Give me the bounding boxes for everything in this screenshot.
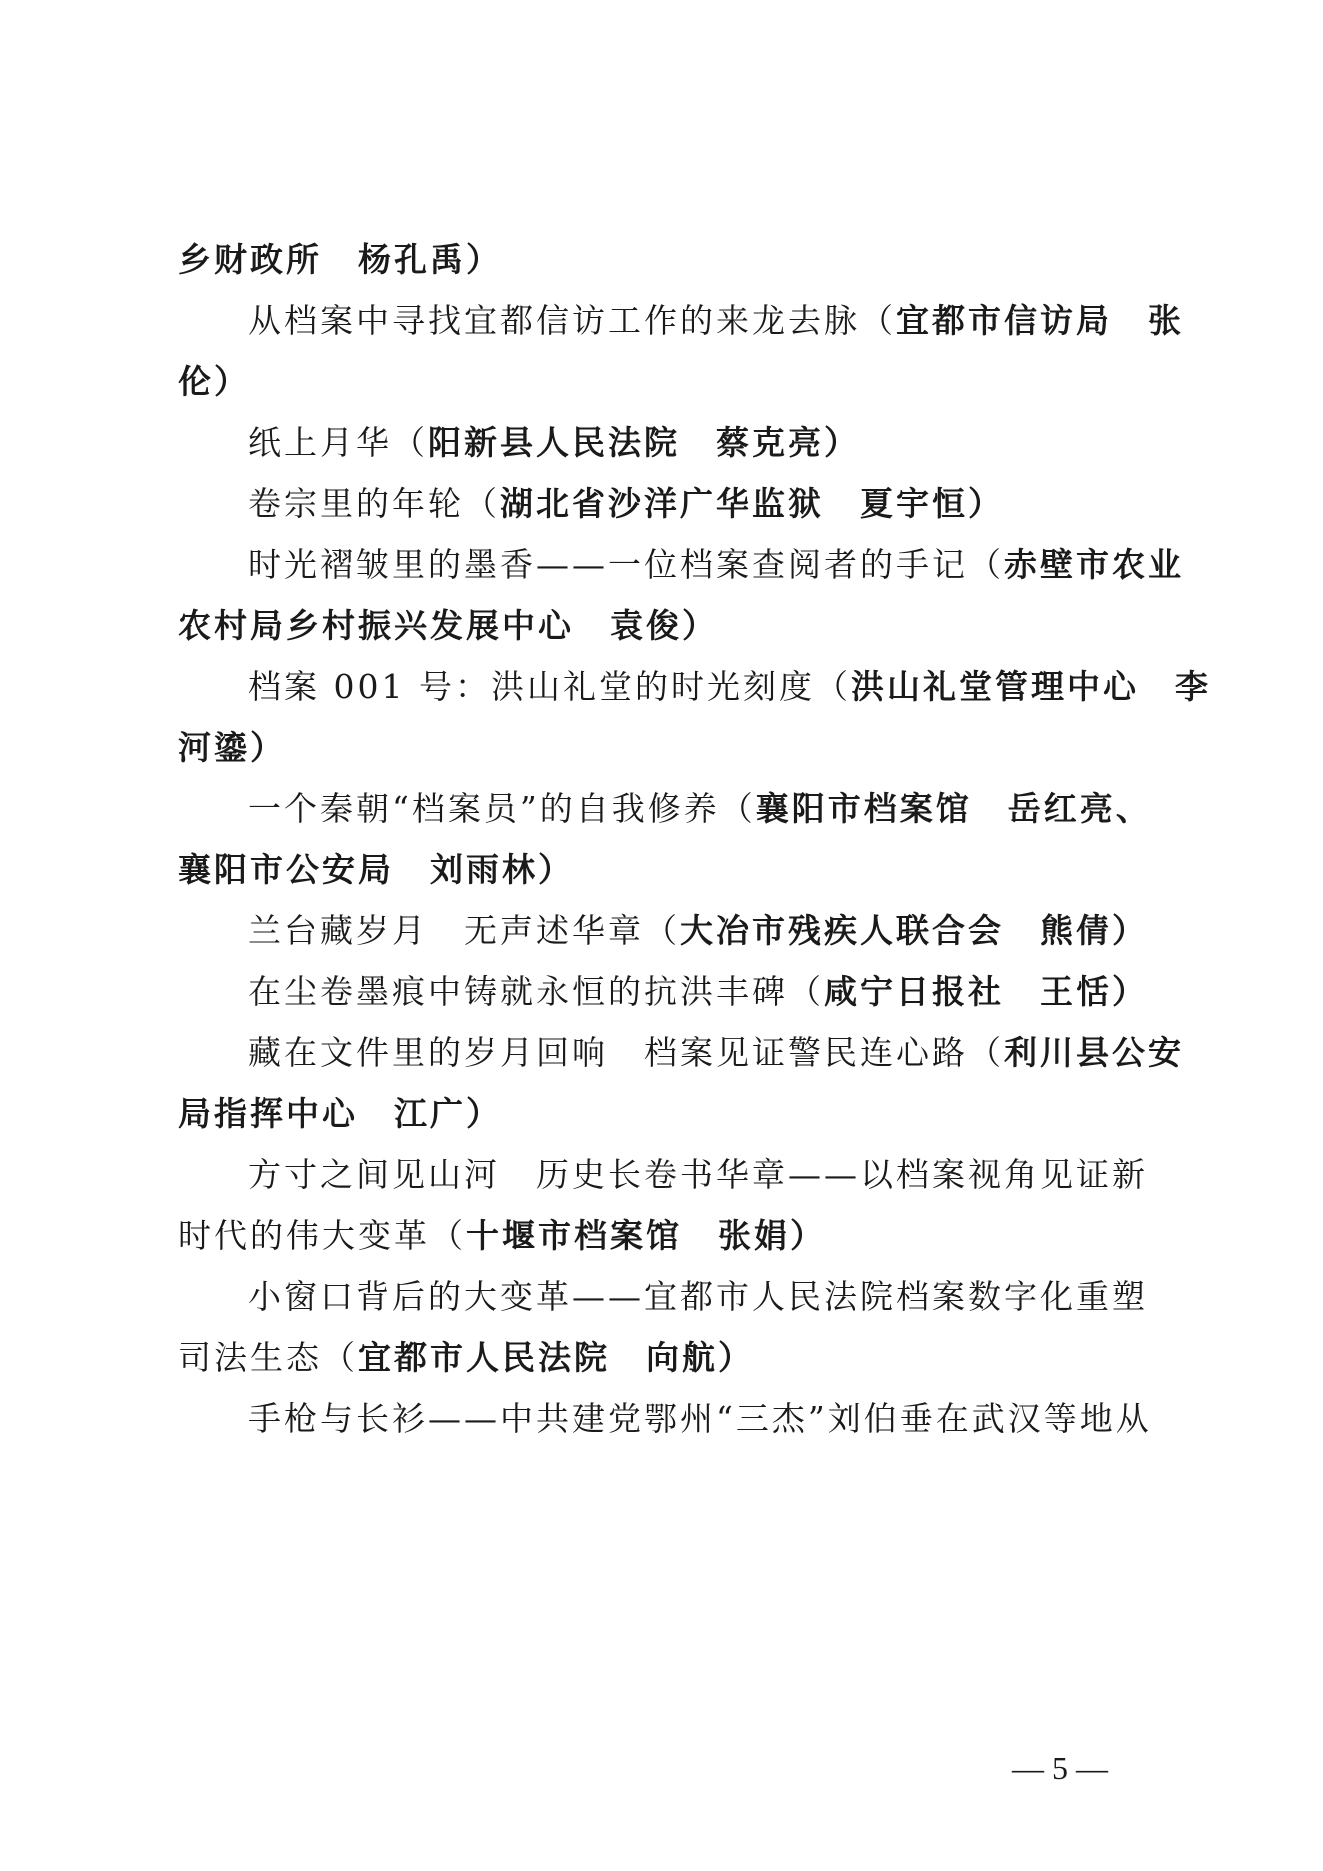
- entry-title: 藏在文件里的岁月回响 档案见证警民连心路（: [248, 1033, 1004, 1072]
- text-line-17: [178, 1216, 826, 1256]
- text-line-18: [248, 1277, 1148, 1317]
- text-line-7: [178, 606, 718, 646]
- entry-author: 襄阳市档案馆 岳红亮、: [755, 789, 1152, 828]
- entry-author: 湖北省沙洋广华监狱 夏宇恒）: [500, 484, 1004, 523]
- text-line-11: [178, 850, 574, 890]
- entry-title: 时光褶皱里的墨香——一位档案查阅者的手记（: [248, 545, 1004, 584]
- text-line-13: [248, 972, 1148, 1012]
- entry-author: 农村局乡村振兴发展中心 袁俊）: [178, 606, 718, 645]
- text-line-4: [248, 423, 860, 463]
- text-line-14: [248, 1033, 1184, 1073]
- entry-title: 档案 001 号：洪山礼堂的时光刻度（: [248, 667, 851, 706]
- entry-author: 宜都市信访局 张: [896, 301, 1184, 340]
- page-number: — 5 —: [1012, 1750, 1108, 1786]
- text-line-20: [248, 1399, 1152, 1439]
- entry-title: 一个秦朝“档案员”的自我修养（: [248, 789, 756, 828]
- text-line-3: [178, 362, 250, 402]
- entry-author: 乡财政所 杨孔禹）: [178, 240, 502, 279]
- entry-author: 赤壁市农业: [1004, 545, 1184, 584]
- entry-author: 襄阳市公安局 刘雨林）: [178, 850, 574, 889]
- text-line-8: [248, 667, 1211, 707]
- entry-title: 兰台藏岁月 无声述华章（: [248, 911, 680, 950]
- entry-title: 从档案中寻找宜都信访工作的来龙去脉（: [248, 301, 896, 340]
- entry-author: 利川县公安: [1004, 1033, 1184, 1072]
- entry-title: 方寸之间见山河 历史长卷书华章——以档案视角见证新: [248, 1155, 1148, 1194]
- entry-author: 洪山礼堂管理中心 李: [850, 667, 1211, 706]
- text-line-1: [178, 240, 502, 280]
- entry-title: 在尘卷墨痕中铸就永恒的抗洪丰碑（: [248, 972, 824, 1011]
- entry-author: 宜都市人民法院 向航）: [358, 1338, 754, 1377]
- entry-author: 大冶市残疾人联合会 熊倩）: [680, 911, 1148, 950]
- text-line-9: [178, 728, 286, 768]
- text-line-10: [248, 789, 1152, 829]
- text-line-6: [248, 545, 1184, 585]
- entry-title: 卷宗里的年轮（: [248, 484, 500, 523]
- text-line-12: [248, 911, 1148, 951]
- entry-title: 小窗口背后的大变革——宜都市人民法院档案数字化重塑: [248, 1277, 1148, 1316]
- entry-author: 十堰市档案馆 张娟）: [466, 1216, 826, 1255]
- entry-title: 时代的伟大变革（: [178, 1216, 466, 1255]
- text-line-2: [248, 301, 1184, 341]
- text-line-19: [178, 1338, 754, 1378]
- entry-author: 咸宁日报社 王恬）: [824, 972, 1148, 1011]
- text-line-5: [248, 484, 1004, 524]
- entry-title: 手枪与长衫——中共建党鄂州“三杰”刘伯垂在武汉等地从: [248, 1399, 1152, 1438]
- text-line-16: [248, 1155, 1148, 1195]
- text-line-15: [178, 1094, 502, 1134]
- entry-title: 司法生态（: [178, 1338, 358, 1377]
- entry-author: 伦）: [178, 362, 250, 401]
- entry-author: 阳新县人民法院 蔡克亮）: [428, 423, 860, 462]
- entry-title: 纸上月华（: [248, 423, 428, 462]
- entry-author: 河鎏）: [178, 728, 286, 767]
- entry-author: 局指挥中心 江广）: [178, 1094, 502, 1133]
